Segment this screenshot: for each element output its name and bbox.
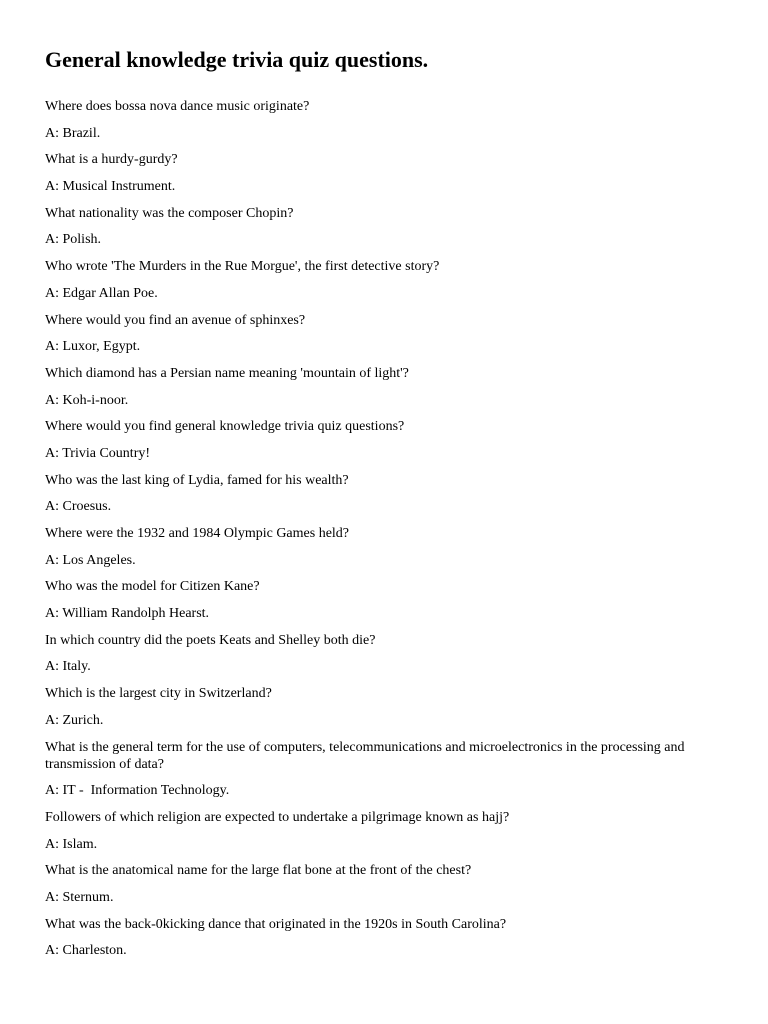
question-16: What was the back-0kicking dance that originated in the 1920s in South Carolina? <box>45 916 507 932</box>
question-12: Which is the largest city in Switzerland? <box>45 686 272 702</box>
qa-list <box>45 98 705 969</box>
answer-16: A: Charleston. <box>45 943 127 959</box>
question-11: In which country did the poets Keats and Shelley both die? <box>45 632 376 648</box>
document-title: General knowledge trivia quiz questions. <box>45 47 429 72</box>
question-2: What is a hurdy-gurdy? <box>45 152 178 168</box>
answer-4: A: Edgar Allan Poe. <box>45 285 158 301</box>
answer-8: A: Croesus. <box>45 499 112 515</box>
question-5: Where would you find an avenue of sphinxes? <box>45 312 306 328</box>
answer-15: A: Sternum. <box>45 889 114 905</box>
answer-11: A: Italy. <box>45 659 91 675</box>
question-7: Where would you find general knowledge trivia quiz questions? <box>45 419 405 435</box>
question-10: Who was the model for Citizen Kane? <box>45 579 260 595</box>
question-6: Which diamond has a Persian name meaning 'mountain of light'? <box>45 365 409 381</box>
answer-2: A: Musical Instrument. <box>45 179 176 195</box>
answer-1: A: Brazil. <box>45 125 101 141</box>
question-4: Who wrote 'The Murders in the Rue Morgue', the first detective story? <box>45 259 440 275</box>
answer-10: A: William Randolph Hearst. <box>45 606 210 622</box>
answer-14: A: Islam. <box>45 836 98 852</box>
answer-3: A: Polish. <box>45 232 102 248</box>
answer-5: A: Luxor, Egypt. <box>45 339 141 355</box>
question-1: Where does bossa nova dance music originate? <box>45 99 310 114</box>
answer-7: A: Trivia Country! <box>45 445 151 461</box>
answer-6: A: Koh-i-noor. <box>45 392 129 408</box>
answer-9: A: Los Angeles. <box>45 552 136 568</box>
answer-13: A: IT - Information Technology. <box>45 783 230 799</box>
question-14: Followers of which religion are expected to undertake a pilgrimage known as hajj? <box>45 809 510 825</box>
answer-12: A: Zurich. <box>45 712 104 728</box>
question-8: Who was the last king of Lydia, famed for his wealth? <box>45 472 349 488</box>
question-13: What is the general term for the use of computers, telecommunications and microelectronics in the processing and transmission of data? <box>45 739 685 772</box>
question-9: Where were the 1932 and 1984 Olympic Games held? <box>45 526 350 541</box>
question-15: What is the anatomical name for the large flat bone at the front of the chest? <box>45 863 472 879</box>
question-3: What nationality was the composer Chopin? <box>45 205 294 221</box>
